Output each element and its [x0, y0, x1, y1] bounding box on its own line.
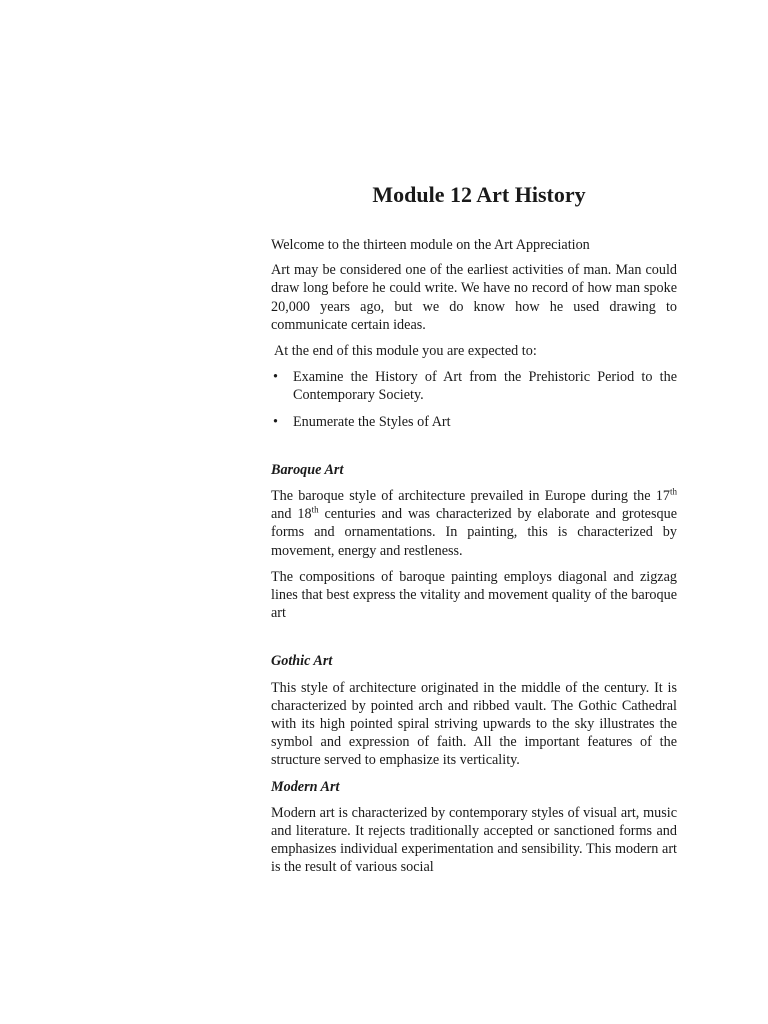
objectives-lead: At the end of this module you are expected to:	[274, 343, 537, 360]
bullet-icon: •	[273, 369, 278, 386]
text-run: The baroque style of architecture prevailed in Europe during the 17	[271, 488, 670, 505]
welcome-text: Welcome to the thirteen module on the Art Appreciation	[271, 237, 590, 253]
page-title: Module 12 Art History	[372, 182, 586, 207]
objectives-list	[271, 368, 677, 431]
list-item	[271, 413, 677, 431]
section-heading-modern: Modern Art	[271, 778, 340, 795]
modern-paragraph: Modern art is characterized by contemporary styles of visual art, music and literature. It rejects traditionally accepted or sanctioned forms and emphasizes individual experimentation and sensibility. This modern art is the result of various social	[271, 804, 677, 876]
text-run: and 18	[271, 506, 312, 523]
bullet-icon: •	[273, 413, 278, 430]
baroque-paragraph-1	[271, 487, 677, 560]
baroque-paragraph-2: The compositions of baroque painting employs diagonal and zigzag lines that best express the vitality and movement quality of the baroque art	[271, 568, 677, 622]
text-run: centuries and was characterized by elaborate and grotesque forms and ornamentations. In painting, this is characterized by movement, energy and restleness.	[271, 506, 677, 559]
list-item	[271, 368, 677, 404]
list-item-text: Enumerate the Styles of Art	[293, 413, 451, 430]
superscript: th	[311, 504, 319, 515]
document-page	[271, 182, 677, 885]
intro-paragraph: Art may be considered one of the earliest activities of man. Man could draw long before he could write. We have no record of how man spoke 20,000 years ago, but we do know how he used drawing to communicate certain ideas.	[271, 262, 677, 333]
gothic-paragraph: This style of architecture originated in the middle of the century. It is characterized by pointed arch and ribbed vault. The Gothic Cathedral with its high pointed spiral striving upwards to the sky illustrates the symbol and expression of faith. All the important features of the structure served to emphasize its verticality.	[271, 679, 677, 769]
list-item-text: Examine the History of Art from the Prehistoric Period to the Contemporary Society.	[293, 369, 677, 404]
section-heading-gothic: Gothic Art	[271, 653, 333, 670]
superscript: th	[669, 486, 677, 497]
section-heading-baroque: Baroque Art	[271, 461, 344, 478]
